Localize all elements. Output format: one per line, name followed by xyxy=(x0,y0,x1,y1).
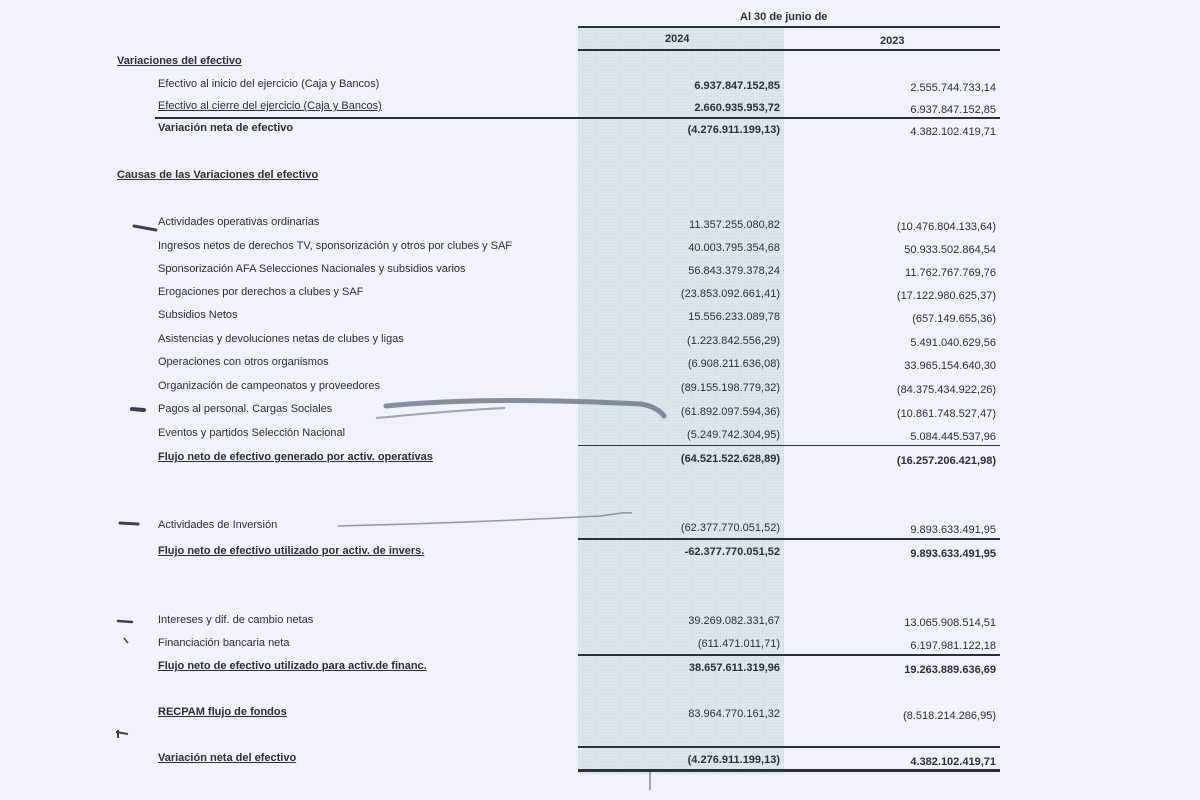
value-2024-financiacion-bancaria: (611.471.011,71) xyxy=(697,638,780,650)
value-2024-operativas-ordinarias: 11.357.255.080,82 xyxy=(689,219,780,231)
value-2023-intereses-cambio: 13.065.908.514,51 xyxy=(904,617,996,629)
value-2023-flujo-operativas: (16.257.206.421,98) xyxy=(896,455,996,467)
value-2024-recpam: 83.964.770.161,32 xyxy=(688,708,780,720)
column-header-2024: 2024 xyxy=(665,33,690,45)
row-label-campeonatos: Organización de campeonatos y proveedores xyxy=(158,380,380,392)
value-2023-recpam: (8.518.214.286,95) xyxy=(903,710,996,722)
value-2023-asistencias: 5.491.040.629,56 xyxy=(910,337,996,349)
row-label-sponsorizacion-afa: Sponsorización AFA Selecciones Nacionales y subsidios varios xyxy=(158,263,466,275)
value-2023-flujo-financiacion: 19.263.889.636,69 xyxy=(904,664,996,676)
value-2024-variacion-neta-total: (4.276.911.199,13) xyxy=(687,754,780,766)
row-label-intereses-cambio: Intereses y dif. de cambio netas xyxy=(158,614,314,626)
value-2023-financiacion-bancaria: 6.197.981.122,18 xyxy=(910,640,996,652)
row-label-erogaciones: Erogaciones por derechos a clubes y SAF xyxy=(158,286,364,298)
value-2023-pagos-personal: (10.861.748.527,47) xyxy=(896,408,996,420)
value-2023-otros-organismos: 33.965.154.640,30 xyxy=(904,360,996,372)
row-label-variacion-neta: Variación neta de efectivo xyxy=(158,122,294,134)
row-label-efectivo-inicio: Efectivo al inicio del ejercicio (Caja y Bancos) xyxy=(158,78,380,90)
row-label-flujo-financiacion: Flujo neto de efectivo utilizado para activ.de financ. xyxy=(158,660,427,672)
row-label-actividades-inversion: Actividades de Inversión xyxy=(158,519,278,531)
row-label-subsidios-netos: Subsidios Netos xyxy=(158,309,238,321)
value-2024-flujo-inversion: -62.377.770.051,52 xyxy=(684,546,780,558)
value-2024-actividades-inversion: (62.377.770.051,52) xyxy=(680,522,780,534)
row-label-recpam: RECPAM flujo de fondos xyxy=(158,706,287,718)
value-2024-asistencias: (1.223.842.556,29) xyxy=(687,335,780,347)
value-2024-flujo-operativas: (64.521.522.628,89) xyxy=(680,453,780,465)
row-label-operativas-ordinarias: Actividades operativas ordinarias xyxy=(158,216,320,228)
period-title: Al 30 de junio de xyxy=(740,11,828,23)
row-label-variacion-neta-total: Variación neta del efectivo xyxy=(158,752,297,764)
value-2023-efectivo-cierre: 6.937.847.152,85 xyxy=(910,104,996,116)
value-2023-sponsorizacion-afa: 11.762.767.769,76 xyxy=(905,267,996,279)
section-title-variaciones: Variaciones del efectivo xyxy=(117,55,242,67)
value-2023-eventos-seleccion: 5.084.445.537,96 xyxy=(910,431,996,443)
row-label-efectivo-cierre: Efectivo al cierre del ejercicio (Caja y Bancos) xyxy=(158,100,382,112)
value-2024-erogaciones: (23.853.092.661,41) xyxy=(680,288,780,300)
row-label-eventos-seleccion: Eventos y partidos Selección Nacional xyxy=(158,427,346,439)
value-2024-efectivo-cierre: 2.660.935.953,72 xyxy=(694,102,780,114)
row-label-ingresos-tv: Ingresos netos de derechos TV, sponsorización y otros por clubes y SAF xyxy=(158,240,513,252)
value-2023-erogaciones: (17.122.980.625,37) xyxy=(896,290,996,302)
value-2024-variacion-neta: (4.276.911.199,13) xyxy=(687,124,780,136)
value-2023-actividades-inversion: 9.893.633.491,95 xyxy=(910,524,996,536)
value-2024-flujo-financiacion: 38.657.611.319,96 xyxy=(688,662,780,674)
value-2023-operativas-ordinarias: (10.476.804.133,64) xyxy=(896,221,996,233)
value-2024-eventos-seleccion: (5.249.742.304,95) xyxy=(687,429,780,441)
value-2023-subsidios-netos: (657.149.655,36) xyxy=(912,313,996,325)
value-2023-flujo-inversion: 9.893.633.491,95 xyxy=(910,548,996,560)
value-2024-subsidios-netos: 15.556.233.089,78 xyxy=(688,311,780,323)
value-2024-ingresos-tv: 40.003.795.354,68 xyxy=(688,242,780,254)
value-2023-variacion-neta-total: 4.382.102.419,71 xyxy=(910,756,996,768)
value-2024-efectivo-inicio: 6.937.847.152,85 xyxy=(694,80,780,92)
section-title-causas: Causas de las Variaciones del efectivo xyxy=(117,169,319,181)
value-2023-efectivo-inicio: 2.555.744.733,14 xyxy=(910,82,996,94)
value-2024-campeonatos: (89.155.198.779,32) xyxy=(680,382,780,394)
value-2024-intereses-cambio: 39.269.082.331,67 xyxy=(688,615,780,627)
row-label-pagos-personal: Pagos al personal. Cargas Sociales xyxy=(158,403,333,415)
value-2023-variacion-neta: 4.382.102.419,71 xyxy=(910,126,996,138)
row-label-asistencias: Asistencias y devoluciones netas de clubes y ligas xyxy=(158,333,404,345)
value-2024-pagos-personal: (61.892.097.594,36) xyxy=(680,406,780,418)
value-2024-otros-organismos: (6.908.211.636,08) xyxy=(687,358,780,370)
row-label-flujo-operativas: Flujo neto de efectivo generado por activ. operativas xyxy=(158,451,433,463)
row-label-financiacion-bancaria: Financiación bancaria neta xyxy=(158,637,290,649)
value-2023-campeonatos: (84.375.434.922,26) xyxy=(896,384,996,396)
row-label-otros-organismos: Operaciones con otros organismos xyxy=(158,356,329,368)
column-header-2023: 2023 xyxy=(880,35,905,47)
value-2024-sponsorizacion-afa: 56.843.379.378,24 xyxy=(688,265,780,277)
value-2023-ingresos-tv: 50.933.502.864,54 xyxy=(904,244,996,256)
row-label-flujo-inversion: Flujo neto de efectivo utilizado por activ. de invers. xyxy=(158,545,425,557)
